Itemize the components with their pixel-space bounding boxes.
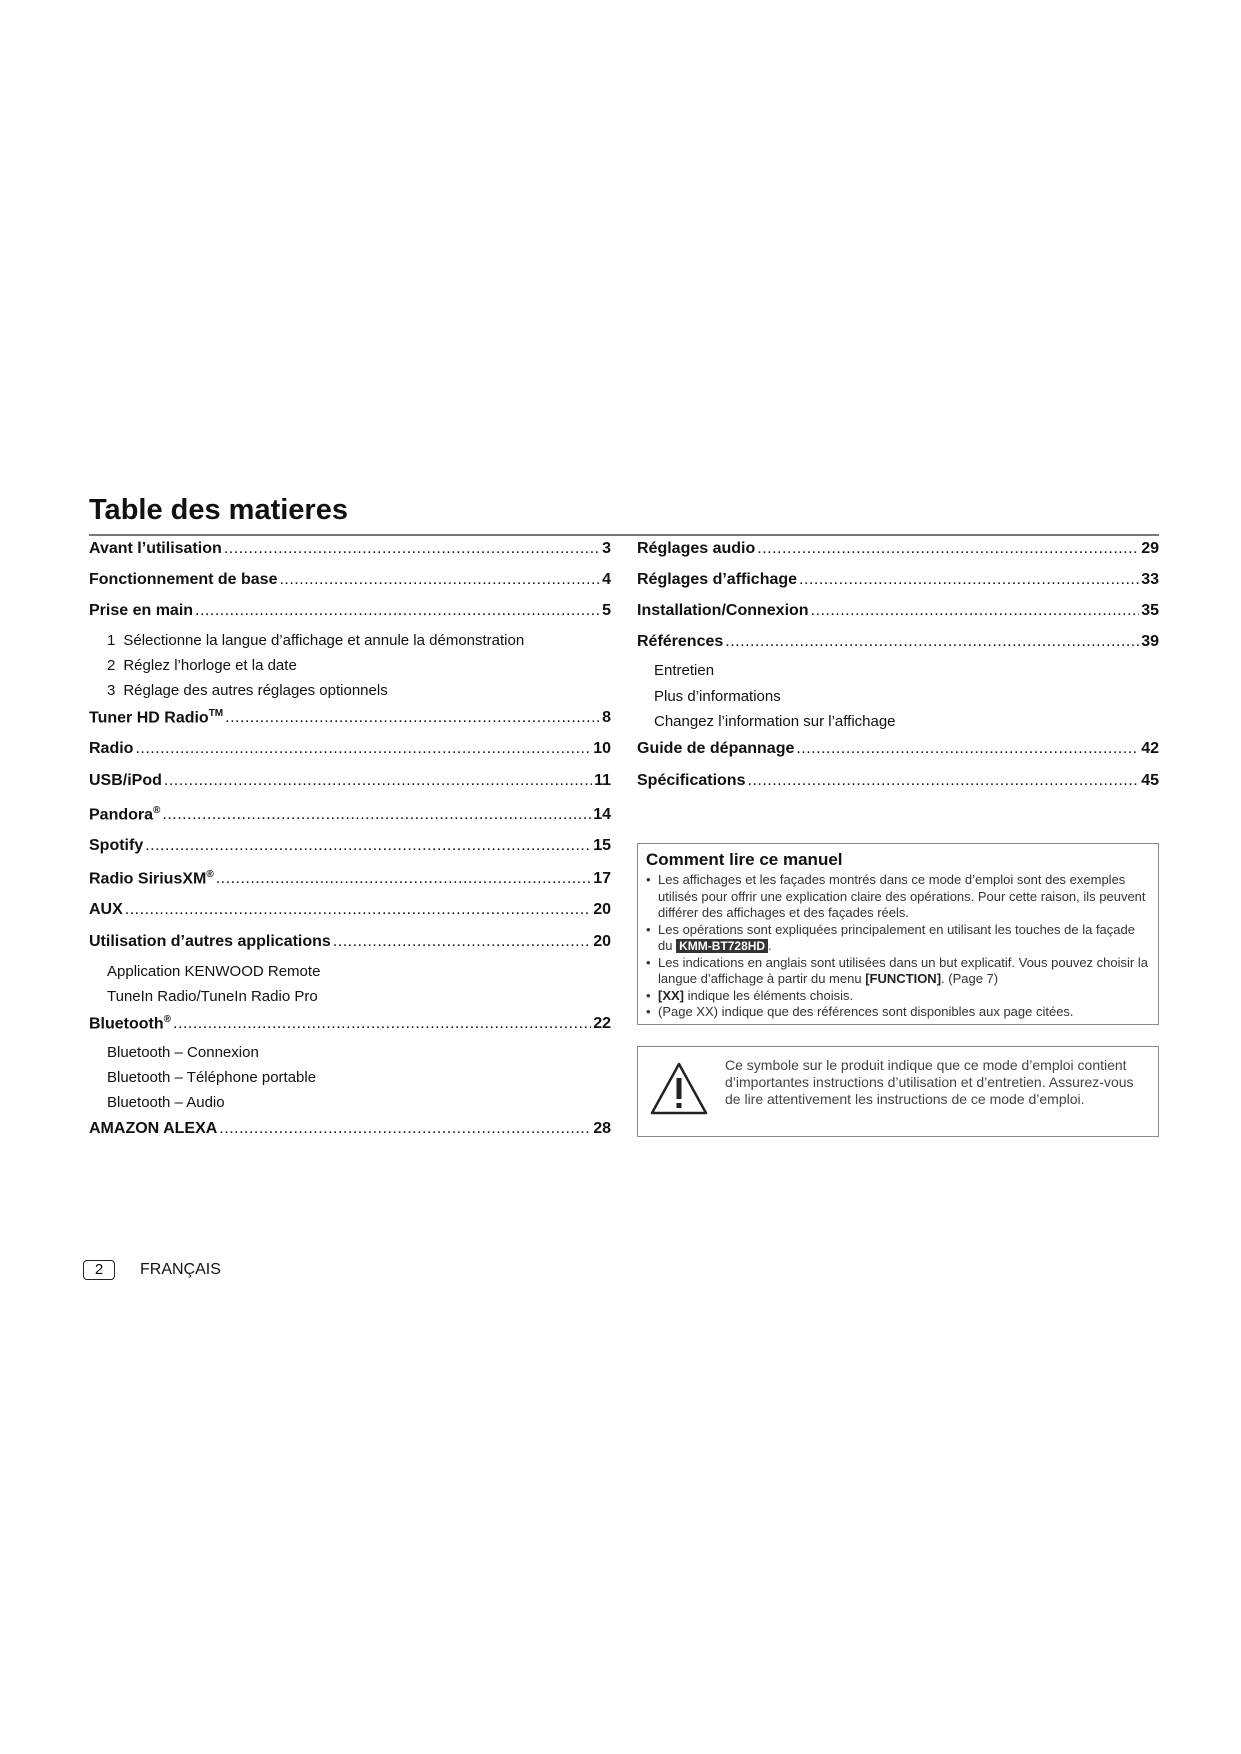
toc-page-number: 14 xyxy=(593,806,611,824)
manual-info-item: • Les affichages et les façades montrés dans ce mode d’emploi sont des exemples utilisés pour offrir une explication claire des opérations. Pour cette raison, ils peuvent différer des affichages et des façades réels. xyxy=(646,872,1148,922)
toc-sub-entry[interactable]: Bluetooth – Audio xyxy=(107,1094,225,1111)
toc-entry[interactable]: Réglages audio ..... 29 xyxy=(637,540,1159,558)
xx-button-ref: [XX] xyxy=(658,987,684,1003)
toc-sub-entry[interactable]: 1 Sélectionne la langue d’affichage et annule la démonstration xyxy=(107,632,525,649)
language-label: FRANÇAIS xyxy=(140,1261,221,1278)
toc-sub-entry[interactable]: 2 Réglez l’horloge et la date xyxy=(107,657,297,674)
toc-entry[interactable]: Bluetooth® ..... 22 xyxy=(89,1014,611,1033)
toc-page-number: 15 xyxy=(593,837,611,854)
toc-entry[interactable]: Guide de dépannage ..... 42 xyxy=(637,740,1159,758)
manual-info-item: • (Page XX) indique que des références sont disponibles aux page citées. xyxy=(646,1004,1148,1021)
toc-sub-entry[interactable]: TuneIn Radio/TuneIn Radio Pro xyxy=(107,988,318,1005)
toc-entry[interactable]: Installation/Connexion ..... 35 xyxy=(637,602,1159,620)
toc-entry[interactable]: Réglages d’affichage ..... 33 xyxy=(637,571,1159,589)
toc-page-number: 8 xyxy=(602,709,611,727)
manual-info-item: • Les indications en anglais sont utilisées dans un but explicatif. Vous pouvez choisir la langue d’affichage à partir du menu [FUNCTION]. (Page 7) xyxy=(646,955,1148,988)
toc-entry[interactable]: Spotify ..... 15 xyxy=(89,837,611,855)
toc-page-number: 3 xyxy=(602,540,611,557)
toc-sub-entry[interactable]: Plus d’informations xyxy=(654,688,781,705)
warning-text: Ce symbole sur le produit indique que ce mode d’emploi contient d’importantes instructions d’utilisation et d’entretien. Assurez-vous de lire attentivement les instructions de ce mode d’emploi. xyxy=(725,1057,1134,1107)
toc-page-number: 42 xyxy=(1141,740,1159,757)
toc-page-number: 33 xyxy=(1141,571,1159,588)
toc-page-number: 10 xyxy=(593,740,611,757)
toc-page-number: 17 xyxy=(593,870,611,888)
warning-triangle-icon xyxy=(649,1061,709,1116)
toc-page-number: 28 xyxy=(593,1120,611,1137)
toc-entry[interactable]: Utilisation d’autres applications ..... 20 xyxy=(89,933,611,951)
toc-sub-entry[interactable]: Entretien xyxy=(654,662,715,679)
toc-entry[interactable]: AMAZON ALEXA ..... 28 xyxy=(89,1120,611,1138)
toc-page-number: 5 xyxy=(602,602,611,619)
toc-page-number: 39 xyxy=(1141,633,1159,650)
toc-page-number: 20 xyxy=(593,901,611,918)
toc-entry[interactable]: USB/iPod ..... 11 xyxy=(89,772,611,790)
toc-entry[interactable]: Radio ..... 10 xyxy=(89,740,611,758)
page-title: Table des matieres xyxy=(89,494,348,526)
toc-page-number: 4 xyxy=(602,571,611,588)
toc-sub-entry[interactable]: 3 Réglage des autres réglages optionnels xyxy=(107,682,388,699)
toc-entry[interactable]: Fonctionnement de base ..... 4 xyxy=(89,571,611,589)
toc-sub-entry[interactable]: Bluetooth – Téléphone portable xyxy=(107,1069,317,1086)
toc-entry[interactable]: Spécifications ..... 45 xyxy=(637,772,1159,790)
toc-entry[interactable]: Avant l’utilisation ..... 3 xyxy=(89,540,611,558)
toc-entry[interactable]: Tuner HD Radio™ ..... 8 xyxy=(89,708,611,727)
warning-box xyxy=(637,1046,1159,1137)
toc-page-number: 35 xyxy=(1141,602,1159,619)
toc-page-number: 29 xyxy=(1141,540,1159,557)
toc-entry[interactable]: Références ..... 39 xyxy=(637,633,1159,651)
toc-entry[interactable]: AUX ..... 20 xyxy=(89,901,611,919)
manual-info-title: Comment lire ce manuel xyxy=(646,850,843,869)
model-badge: KMM-BT728HD xyxy=(676,939,768,953)
toc-entry[interactable]: Prise en main ..... 5 xyxy=(89,602,611,620)
manual-info-item: • Les opérations sont expliquées principalement en utilisant les touches de la façade du KMM-BT728HD . xyxy=(646,922,1148,955)
toc-entry[interactable]: Pandora® ..... 14 xyxy=(89,805,611,824)
manual-info-box xyxy=(637,843,1159,1025)
toc-page-number: 11 xyxy=(594,772,611,789)
manual-info-list xyxy=(646,872,1148,1021)
function-button-ref: [FUNCTION] xyxy=(865,971,942,986)
toc-page-number: 45 xyxy=(1141,772,1159,789)
toc-sub-entry[interactable]: Application KENWOOD Remote xyxy=(107,963,321,980)
toc-entry[interactable]: Radio SiriusXM® ..... 17 xyxy=(89,869,611,888)
toc-sub-entry[interactable]: Bluetooth – Connexion xyxy=(107,1044,259,1061)
toc-page-number: 22 xyxy=(593,1015,611,1033)
page-number: 2 xyxy=(83,1260,115,1280)
manual-info-item: • [XX] indique les éléments choisis. xyxy=(646,988,1148,1005)
title-divider xyxy=(89,534,1159,536)
toc-page-number: 20 xyxy=(593,933,611,950)
toc-sub-entry[interactable]: Changez l’information sur l’affichage xyxy=(654,713,896,730)
